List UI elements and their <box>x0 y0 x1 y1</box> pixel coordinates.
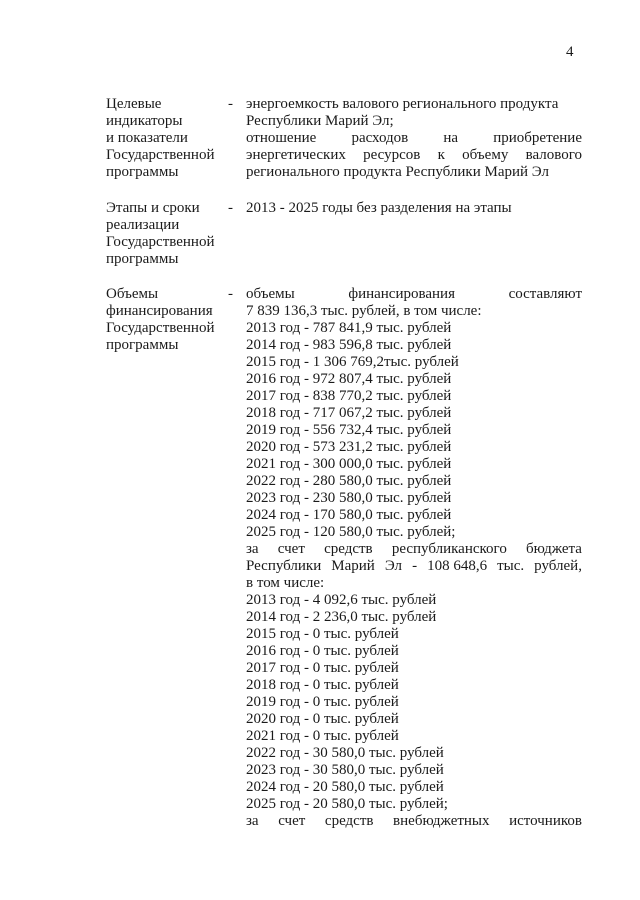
word: валового <box>525 147 582 163</box>
word: счет <box>277 541 305 557</box>
word: - <box>412 558 418 574</box>
label-line: Государственной <box>106 234 215 250</box>
content-line: 2013 - 2025 годы без разделения на этапы <box>246 200 512 216</box>
section-label <box>106 96 226 181</box>
year-total-line: 2016 год - 972 807,4 тыс. рублей <box>246 371 452 387</box>
content-line: в том числе: <box>246 575 325 591</box>
word: ресурсов <box>363 147 421 163</box>
year-total-line: 2022 год - 280 580,0 тыс. рублей <box>246 473 452 489</box>
content-line-justified <box>246 286 582 303</box>
year-total-line: 2013 год - 787 841,9 тыс. рублей <box>246 320 452 336</box>
word: тыс. <box>497 558 525 574</box>
section-content <box>246 96 582 181</box>
word: отношение <box>246 130 317 146</box>
word: бюджета <box>526 541 582 557</box>
word: счет <box>278 813 306 829</box>
label-line: Государственной <box>106 320 215 336</box>
word: энергетических <box>246 147 346 163</box>
label-line: программы <box>106 251 179 267</box>
section-content <box>246 286 582 830</box>
content-line-justified <box>246 147 582 164</box>
word: 108 648,6 <box>427 558 488 574</box>
year-budget-line: 2015 год - 0 тыс. рублей <box>246 626 399 642</box>
word: республиканского <box>391 541 507 557</box>
word: внебюджетных <box>393 813 490 829</box>
year-budget-line: 2025 год - 20 580,0 тыс. рублей; <box>246 796 448 812</box>
year-total-line: 2020 год - 573 231,2 тыс. рублей <box>246 439 452 455</box>
year-budget-line: 2014 год - 2 236,0 тыс. рублей <box>246 609 437 625</box>
label-line: финансирования <box>106 303 213 319</box>
label-line: и показатели <box>106 130 188 146</box>
label-line: Объемы <box>106 286 159 302</box>
word: за <box>246 541 259 557</box>
label-line: Целевые <box>106 96 162 112</box>
year-total-line: 2024 год - 170 580,0 тыс. рублей <box>246 507 452 523</box>
content-line-justified <box>246 558 582 575</box>
dash-separator: - <box>228 96 233 112</box>
content-line: Республики Марий Эл; <box>246 113 394 129</box>
word: приобретение <box>493 130 582 146</box>
year-total-line: 2023 год - 230 580,0 тыс. рублей <box>246 490 452 506</box>
year-budget-line: 2016 год - 0 тыс. рублей <box>246 643 399 659</box>
content-line-justified <box>246 541 582 558</box>
year-budget-line: 2013 год - 4 092,6 тыс. рублей <box>246 592 437 608</box>
year-budget-line: 2017 год - 0 тыс. рублей <box>246 660 399 676</box>
word: на <box>443 130 459 146</box>
word: расходов <box>351 130 409 146</box>
year-budget-line: 2020 год - 0 тыс. рублей <box>246 711 399 727</box>
content-line: регионального продукта Республики Марий Эл <box>246 164 549 180</box>
year-total-line: 2017 год - 838 770,2 тыс. рублей <box>246 388 452 404</box>
year-budget-line: 2022 год - 30 580,0 тыс. рублей <box>246 745 444 761</box>
word: Эл <box>384 558 403 574</box>
year-budget-line: 2021 год - 0 тыс. рублей <box>246 728 399 744</box>
year-total-line: 2015 год - 1 306 769,2тыс. рублей <box>246 354 459 370</box>
label-line: программы <box>106 164 179 180</box>
word: источников <box>509 813 582 829</box>
year-budget-line: 2018 год - 0 тыс. рублей <box>246 677 399 693</box>
word: составляют <box>508 286 582 302</box>
label-line: реализации <box>106 217 180 233</box>
year-budget-line: 2019 год - 0 тыс. рублей <box>246 694 399 710</box>
dash-separator: - <box>228 286 233 302</box>
word: Марий <box>331 558 375 574</box>
year-budget-line: 2024 год - 20 580,0 тыс. рублей <box>246 779 444 795</box>
word: объемы <box>246 286 295 302</box>
page-number: 4 <box>566 44 574 60</box>
word: средств <box>324 813 374 829</box>
dash-separator: - <box>228 200 233 216</box>
label-line: Этапы и сроки <box>106 200 200 216</box>
label-line: индикаторы <box>106 113 183 129</box>
word: средств <box>324 541 373 557</box>
content-line-justified <box>246 130 582 147</box>
label-line: Государственной <box>106 147 215 163</box>
funding-total-line: 7 839 136,3 тыс. рублей, в том числе: <box>246 303 482 319</box>
word: объему <box>462 147 509 163</box>
section-label <box>106 200 226 268</box>
content-line-justified <box>246 813 582 830</box>
word: за <box>246 813 259 829</box>
year-total-line: 2014 год - 983 596,8 тыс. рублей <box>246 337 452 353</box>
year-total-line: 2019 год - 556 732,4 тыс. рублей <box>246 422 452 438</box>
section-content <box>246 200 582 217</box>
word: финансирования <box>348 286 455 302</box>
word: рублей, <box>534 558 582 574</box>
year-total-line: 2018 год - 717 067,2 тыс. рублей <box>246 405 452 421</box>
word: к <box>437 147 445 163</box>
word: Республики <box>246 558 322 574</box>
section-label <box>106 286 226 354</box>
year-total-line: 2025 год - 120 580,0 тыс. рублей; <box>246 524 456 540</box>
label-line: программы <box>106 337 179 353</box>
year-total-line: 2021 год - 300 000,0 тыс. рублей <box>246 456 452 472</box>
content-line: энергоемкость валового регионального продукта <box>246 96 559 112</box>
year-budget-line: 2023 год - 30 580,0 тыс. рублей <box>246 762 444 778</box>
